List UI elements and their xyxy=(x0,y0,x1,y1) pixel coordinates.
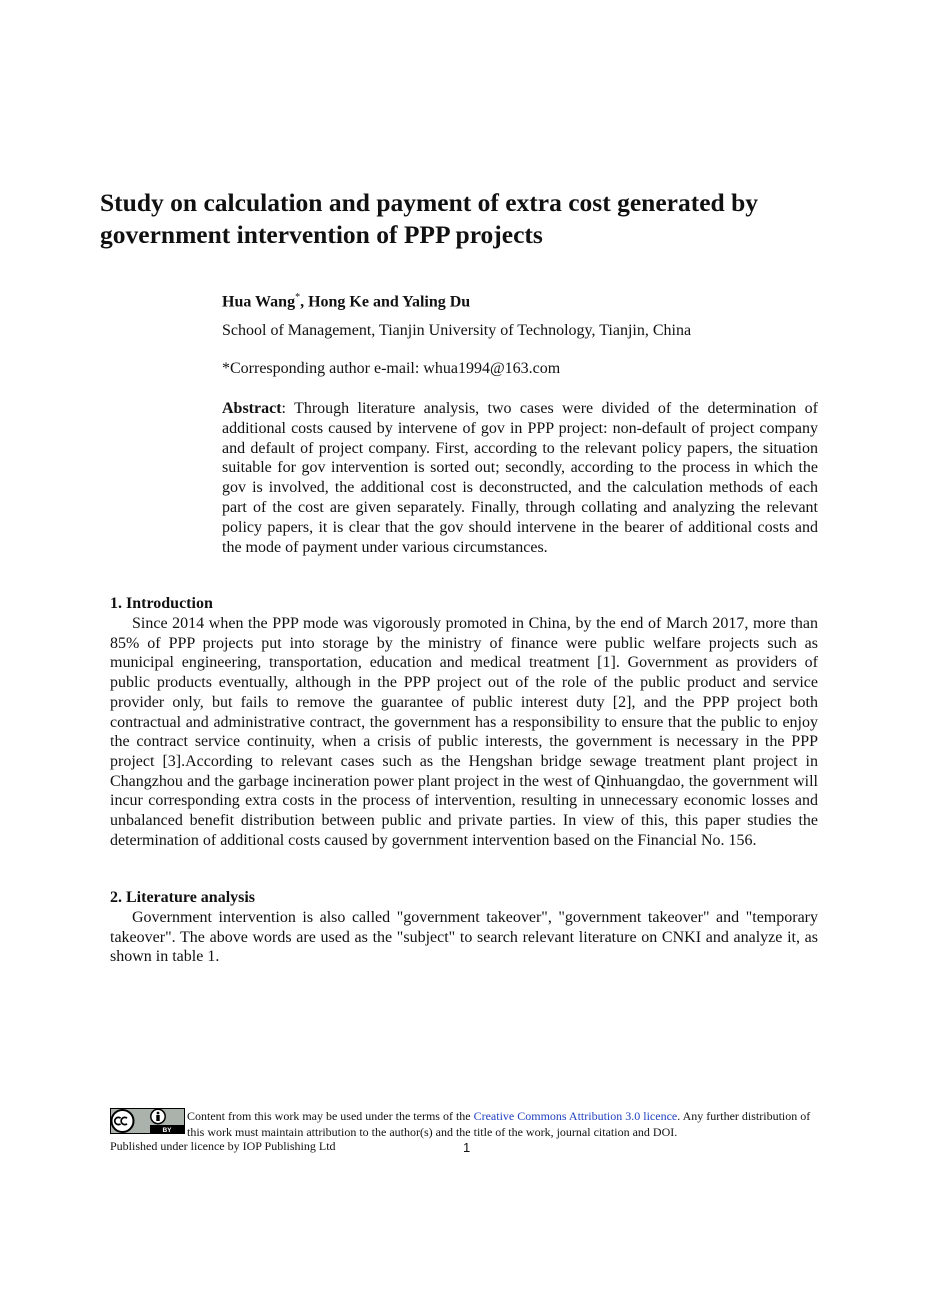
author-list xyxy=(222,292,470,311)
cc-icon xyxy=(112,1110,134,1132)
section-heading-introduction: 1. Introduction xyxy=(110,595,213,612)
abstract xyxy=(222,399,818,557)
affiliation: School of Management, Tianjin University of Technology, Tianjin, China xyxy=(222,322,692,339)
by-icon xyxy=(151,1109,165,1123)
abstract-text: : Through literature analysis, two cases were divided of the determination of additional costs caused by intervene of gov in PPP project: non-default of project company and default of project company. First, according to the relevant policy papers, the situation suitable for gov intervention is sorted out; secondly, according to the process in which the gov is involved, the additional cost is deconstructed, and the calculation methods of each part of the cost are given separately. Finally, through collating and analyzing the relevant policy papers, it is clear that the gov should intervene in the bearer of additional costs and the mode of payment under various circumstances. xyxy=(222,400,818,556)
page-number: 1 xyxy=(463,1140,471,1155)
license-link[interactable]: Creative Commons Attribution 3.0 licence xyxy=(473,1109,678,1123)
badge-label: BY xyxy=(162,1127,172,1134)
cc-by-badge xyxy=(110,1108,185,1134)
publisher-line: Published under licence by IOP Publishing Ltd xyxy=(110,1139,336,1153)
corresponding-email: *Corresponding author e-mail: whua1994@163.com xyxy=(222,360,561,377)
paper-title: Study on calculation and payment of extra cost generated by government intervention of PPP projects xyxy=(100,188,759,249)
license-text-pre: Content from this work may be used under the terms of the xyxy=(187,1109,474,1123)
section-body-introduction: Since 2014 when the PPP mode was vigorously promoted in China, by the end of March 2017, more than 85% of PPP projects put into storage by the ministry of finance were public welfare projects such as municipal engineering, transportation, education and medical treatment [1]. Government as providers of public products eventually, although in the PPP project out of the role of the public product and service provider only, but fails to remove the guarantee of public interest duty [2], and the PPP project both contractual and administrative contract, the government has a responsibility to ensure that the public to enjoy the contract service continuity, when a crisis of public interests, the government is necessary in the PPP project [3].According to relevant cases such as the Hengshan bridge sewage treatment plant project in Changzhou and the garbage incineration power plant project in the west of Qinhuangdao, the government will incur corresponding extra costs in the process of intervention, resulting in unnecessary economic losses and unbalanced benefit distribution between public and private parties. In view of this, this paper studies the determination of additional costs caused by government intervention based on the Financial No. 156. xyxy=(110,615,818,849)
license-notice xyxy=(187,1108,823,1140)
author-rest: , Hong Ke and Yaling Du xyxy=(300,293,471,311)
section-heading-literature: 2. Literature analysis xyxy=(110,889,256,906)
abstract-label: Abstract xyxy=(222,400,282,417)
license-text-post: . Any further distribution of this work must maintain attribution to the author(s) and the title of the work, journal citation and DOI. xyxy=(187,1109,811,1139)
author-first: Hua Wang xyxy=(222,293,296,311)
section-body-literature: Government intervention is also called "government takeover", "government takeover" and "temporary takeover". The above words are used as the "subject" to search relevant literature on CNKI and analyze it, as shown in table 1. xyxy=(110,909,818,966)
corresponding-mark: * xyxy=(295,292,301,303)
